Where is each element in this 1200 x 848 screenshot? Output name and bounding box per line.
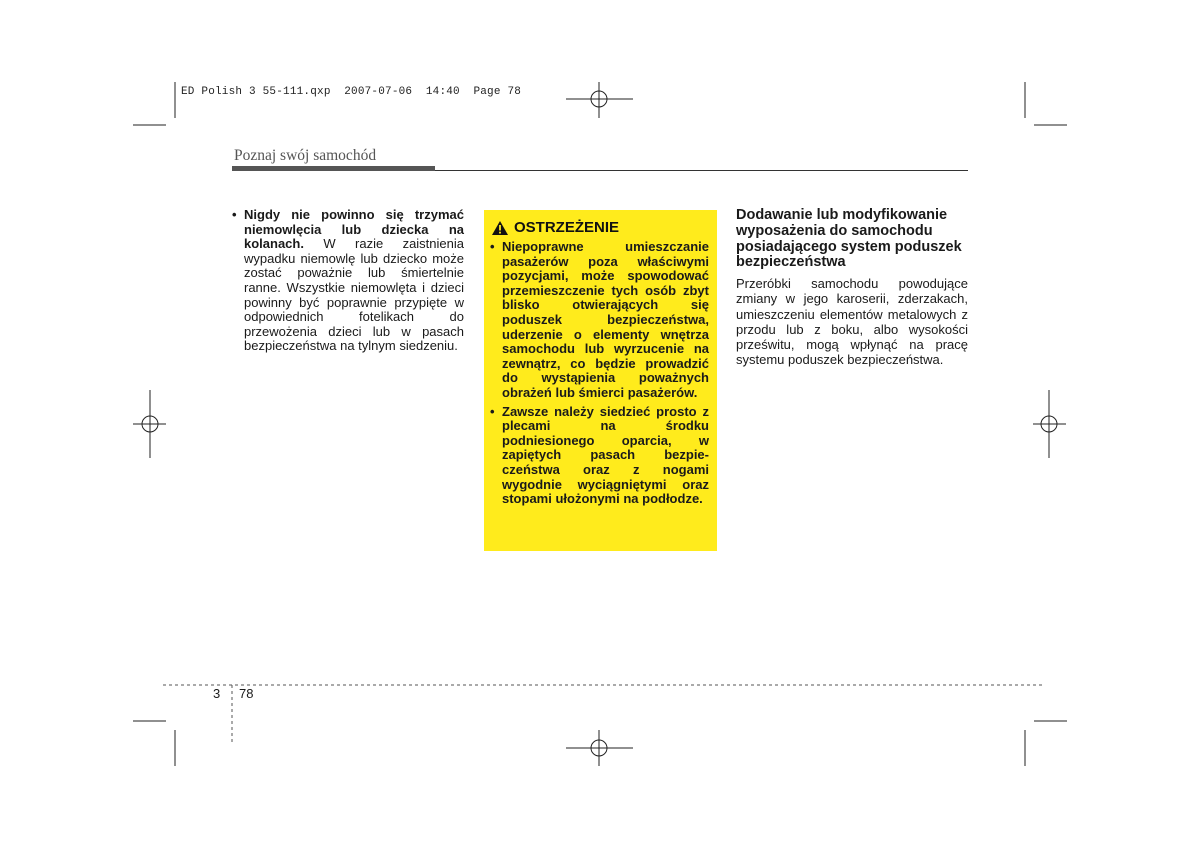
paragraph: Przeróbki samochodu powodujące zmiany w jego karoserii, zderzakach, umieszczeniu elementów metalowych z przodu lub z boku, albo wysokości prześwitu, mogą wpłynąć na pracę systemu poduszek bezpieczeństwa. (736, 276, 968, 368)
chapter-number: 3 (213, 686, 221, 701)
right-column (736, 208, 968, 367)
normal-text: W razie zaistnienia wypadku niemowlę lub dziecko może zostać poważnie lub śmiertelnie ranne. Wszystkie niemowlęta i dzieci powinny być poprawnie przypięte w odpowiednich fotelikach do przewożenia dzieci lub w pasach bezpieczeństwa na tylnym siedzeniu. (244, 236, 464, 354)
left-column (232, 208, 464, 354)
page-number-value: 78 (239, 686, 254, 701)
paragraph (244, 208, 464, 354)
subsection-heading: Dodawanie lub modyfikowanie wyposażenia do samochodu posiadającego system poduszek bezpieczeństwa (736, 207, 962, 271)
warning-item-text: Zawsze należy siedzieć prosto z plecami na środku podniesionego oparcia, w zapiętych pasach bezpie-czeństwa oraz z nogami wygodnie wyciągniętymi oraz stopami ułożonymi na podłodze. (502, 403, 709, 507)
header-rule-accent (232, 166, 435, 171)
bullet: • (490, 239, 495, 254)
bold-text: Nigdy nie powinno się trzymać niemowlęcia lub dziecka na kolanach. (244, 207, 464, 252)
warning-item-text: Niepoprawne umieszczanie pasażerów poza właściwymi pozycjami, może spowodować przemieszczenie tych osób zbyt blisko otwierających się poduszek bezpieczeństwa, uderzenie o elementy wnętrza samochodu lub wyrzucenie na zewnątrz, co będzie prowadzić do wystąpienia poważnych obrażeń lub śmierci pasażerów. (502, 239, 709, 400)
registration-mark-left (133, 390, 166, 458)
list-item (490, 240, 709, 401)
bullet: • (490, 403, 495, 419)
print-slug-line: ED Polish 3 55-111.qxp 2007-07-06 14:40 Page 78 (181, 86, 522, 98)
warning-triangle-icon (491, 220, 509, 236)
list-item (490, 405, 709, 507)
warning-title-text: OSTRZEŻENIE (514, 219, 620, 236)
section-title: Poznaj swój samochód (234, 147, 377, 164)
warning-title (491, 219, 619, 236)
warning-list (490, 240, 709, 511)
bullet: • (232, 207, 237, 222)
registration-mark-bottom (566, 730, 633, 766)
registration-mark-top (566, 82, 633, 118)
registration-mark-right (1033, 390, 1066, 458)
list-item (232, 208, 464, 354)
